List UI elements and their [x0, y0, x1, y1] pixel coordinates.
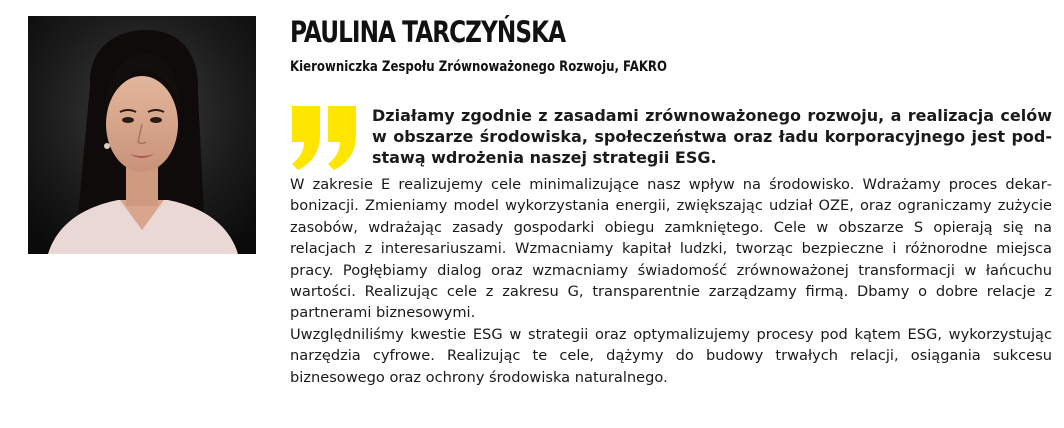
body-text — [290, 174, 1052, 388]
portrait-illustration — [28, 16, 256, 254]
person-role: Kierowniczka Zespołu Zrównoważonego Rozwoju, FAKRO — [290, 59, 667, 75]
quote-text: Działamy zgodnie z zasadami zrównoważonego rozwoju, a realizacja celów w obszarze środowiska, społeczeństwa oraz ładu korporacyjnego jest podstawą wdrożenia naszej strategii ESG. — [372, 106, 1052, 167]
quote-mark-icon — [290, 104, 360, 172]
body-paragraph-2: Uwzględniliśmy kwestie ESG w strategii oraz optymalizujemy procesy pod kątem ESG, wykorzystując narzędzia cyfrowe. Realizując te cele, dążymy do budowy trwałych relacji, osiągania sukcesu biznesowego oraz ochrony środowiska naturalnego. — [290, 325, 1052, 386]
portrait-photo — [28, 16, 256, 254]
person-name: PAULINA TARCZYŃSKA — [290, 15, 566, 49]
body-paragraph-1: W zakresie E realizujemy cele minimalizujące nasz wpływ na środowisko. Wdrażamy proces dekarbonizacji. Zmieniamy model wykorzystania energii, zwiększając udział OZE, oraz ograniczamy zużycie zasobów, wdrażając zasady gospodarki obiegu zamkniętego. Cele w obszarze S opierają się na relacjach z interesariuszami. Wzmacniamy kapitał ludzki, tworząc bezpieczne i różnorodne miejsca pracy. Pogłębiamy dialog oraz wzmacniamy świadomość zrównoważonej transformacji w łańcuchu wartości. Realizując cele z zakresu G, transparentnie zarządzamy firmą. Dbamy o dobre relacje z partnerami biznesowymi. — [290, 176, 1052, 322]
